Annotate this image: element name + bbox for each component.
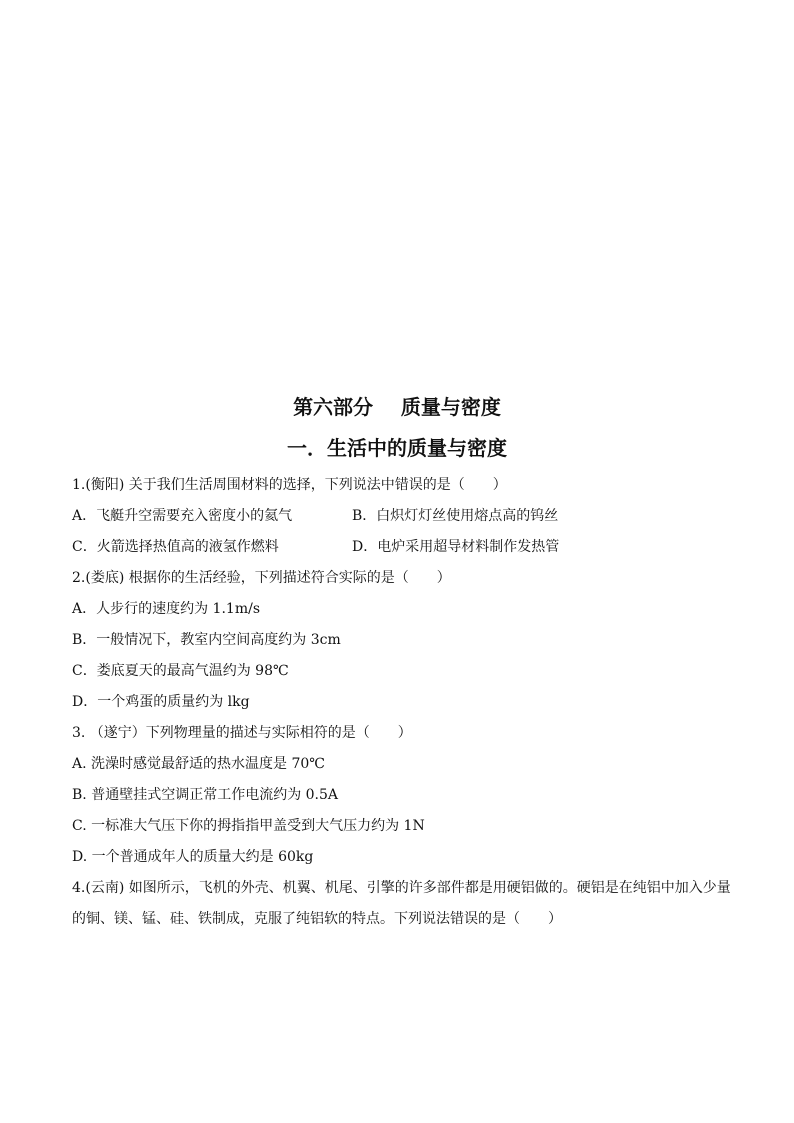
chapter-title: 一．生活中的质量与密度 [287,436,507,460]
question-2-option-a: A．人步行的速度约为 1.1m/s [72,601,261,617]
part-title: 第六部分 质量与密度 [293,395,501,419]
question-1-options-row-2 [72,536,732,567]
question-1-option-d: D．电炉采用超导材料制作发热管 [352,539,560,555]
question-1-options-row-1 [72,505,732,536]
question-2-stem: 2.(娄底) 根据你的生活经验，下列描述符合实际的是（ ） [72,570,451,586]
question-3-option-a: A. 洗澡时感觉最舒适的热水温度是 70℃ [72,756,325,772]
question-3-stem: 3. （遂宁）下列物理量的描述与实际相符的是（ ） [72,725,412,741]
question-4-stem: 4.(云南) 如图所示，飞机的外壳、机翼、机尾、引擎的许多部件都是用硬铝做的。硬铝是在纯铝中加入少量的铜、镁、锰、硅、铁制成，克服了纯铝软的特点。下列说法错误的是（ ） [72,880,731,927]
question-1-stem: 1.(衡阳) 关于我们生活周围材料的选择，下列说法中错误的是（ ） [72,477,507,493]
question-3-option-b: B. 普通壁挂式空调正常工作电流约为 0.5A [72,787,339,803]
question-1-option-a: A．飞艇升空需要充入密度小的氦气 [72,508,293,524]
question-1-option-c: C．火箭选择热值高的液氢作燃料 [72,539,279,555]
question-2-option-b: B．一般情况下，教室内空间高度约为 3cm [72,632,341,648]
question-2-option-c: C．娄底夏天的最高气温约为 98℃ [72,663,289,679]
question-3-option-c: C. 一标准大气压下你的拇指指甲盖受到大气压力约为 1N [72,818,425,834]
question-3-option-d: D. 一个普通成年人的质量大约是 60kg [72,849,314,865]
question-2-option-d: D．一个鸡蛋的质量约为 lkg [72,694,250,710]
question-1-option-b: B．白炽灯灯丝使用熔点高的钨丝 [352,508,559,524]
question-list [72,474,732,935]
